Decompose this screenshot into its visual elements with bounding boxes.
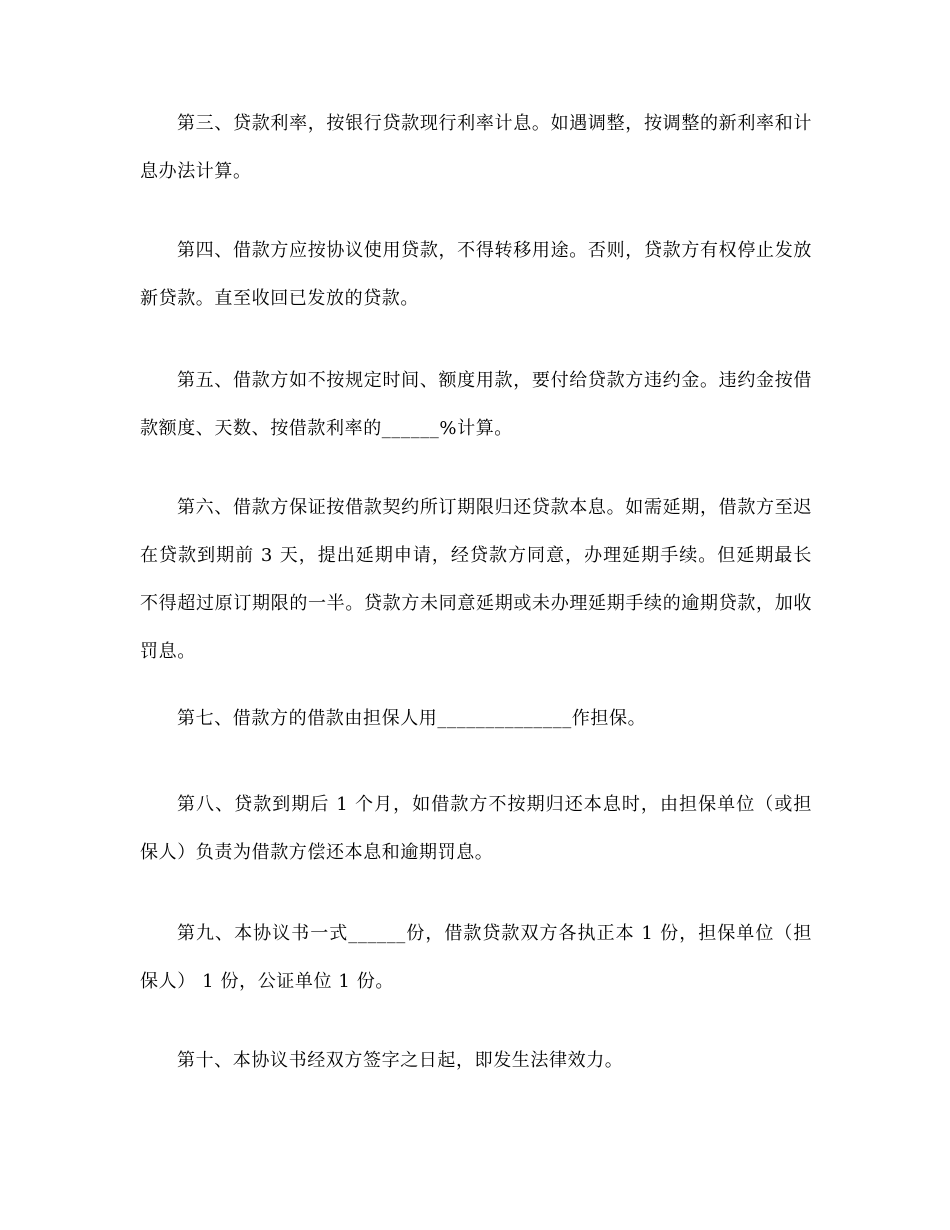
clause-4: 第四、借款方应按协议使用贷款，不得转移用途。否则，贷款方有权停止发放新贷款。直至收回已发放的贷款。	[140, 240, 812, 309]
clause-3: 第三、贷款利率，按银行贷款现行利率计息。如遇调整，按调整的新利率和计息办法计算。	[140, 113, 812, 182]
clause-5: 第五、借款方如不按规定时间、额度用款，要付给贷款方违约金。违约金按借款额度、天数、按借款利率的______%计算。	[140, 370, 812, 439]
clause-10: 第十、本协议书经双方签字之日起，即发生法律效力。	[177, 1050, 624, 1071]
clause-8: 第八、贷款到期后 1 个月，如借款方不按期归还本息时，由担保单位（或担保人）负责为借款方偿还本息和逾期罚息。	[140, 794, 812, 863]
clause-9: 第九、本协议书一式______份，借款贷款双方各执正本 1 份，担保单位（担保人） 1 份，公证单位 1 份。	[140, 923, 812, 992]
clause-7: 第七、借款方的借款由担保人用______________作担保。	[177, 708, 647, 729]
clause-6: 第六、借款方保证按借款契约所订期限归还贷款本息。如需延期，借款方至迟在贷款到期前 3 天，提出延期申请，经贷款方同意，办理延期手续。但延期最长不得超过原订期限的一半。贷款方未同意延期或未办理延期手续的逾期贷款，加收罚息。	[140, 497, 812, 662]
document-page	[140, 0, 812, 1230]
